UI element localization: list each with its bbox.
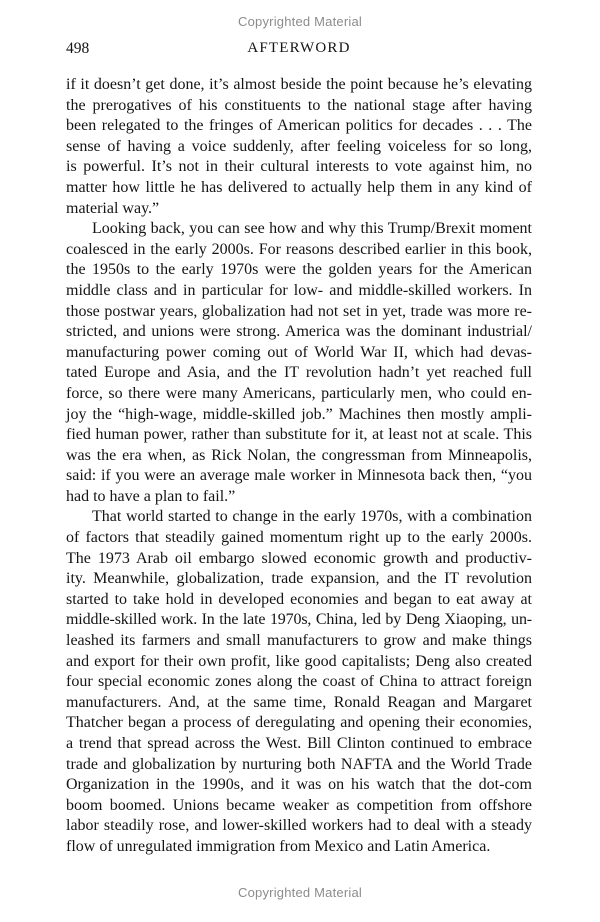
text-line: manufacturing power coming out of World War II, which had devas-	[66, 343, 532, 361]
text-line: is powerful. It’s not in their cultural interests to vote against him, no	[66, 158, 532, 176]
text-line: four special economic zones along the coast of China to attract foreign	[66, 673, 532, 691]
text-line: sense of having a voice suddenly, after feeling voiceless for so long,	[66, 137, 532, 155]
text-line: The 1973 Arab oil embargo slowed economic growth and productiv-	[66, 549, 532, 567]
text-line: middle-skilled work. In the late 1970s, China, led by Deng Xiaoping, un-	[66, 611, 532, 629]
running-title: AFTERWORD	[247, 40, 351, 56]
text-line: middle class and in particular for low- and middle-skilled workers. In	[66, 281, 532, 299]
text-line: said: if you were an average male worker in Minnesota back then, “you	[66, 467, 532, 485]
text-line: been relegated to the fringes of American politics for decades . . . The	[66, 117, 532, 135]
text-line: manufacturers. And, at the same time, Ronald Reagan and Margaret	[66, 693, 532, 711]
text-line: ity. Meanwhile, globalization, trade expansion, and the IT revolution	[66, 570, 532, 588]
text-line: was the era when, as Rick Nolan, the congressman from Minneapolis,	[66, 446, 532, 464]
text-line: matter how little he has delivered to actually help them in any kind of	[66, 178, 532, 196]
page-number: 498	[66, 40, 90, 57]
text-line: material way.”	[66, 199, 160, 217]
paragraph-2	[66, 219, 532, 507]
text-line: those postwar years, globalization had not set in yet, trade was more re-	[66, 302, 532, 320]
text-line: joy the “high-wage, middle-skilled job.” Machines then mostly ampli-	[66, 405, 532, 423]
text-line: if it doesn’t get done, it’s almost beside the point because he’s elevating	[66, 76, 532, 93]
text-line: tated Europe and Asia, and the IT revolution hadn’t yet reached full	[66, 364, 532, 382]
page-body	[66, 75, 532, 858]
text-line: labor steadily rose, and lower-skilled workers had to deal with a steady	[66, 817, 532, 835]
text-line: fied human power, rather than substitute for it, at least not at scale. This	[66, 426, 532, 444]
copyright-watermark-bottom: Copyrighted Material	[238, 885, 362, 900]
text-line: stricted, and unions were strong. America was the dominant industrial/	[66, 323, 532, 341]
text-line: Thatcher began a process of deregulating and opening their economies,	[66, 714, 532, 732]
text-line: That world started to change in the early 1970s, with a combination	[92, 508, 532, 526]
text-line: leashed its farmers and small manufacturers to grow and make things	[66, 632, 532, 650]
text-line: a trend that spread across the West. Bill Clinton continued to embrace	[66, 735, 532, 752]
text-line: started to take hold in developed economies and began to eat away at	[66, 590, 532, 608]
text-line: boom boomed. Unions became weaker as competition from offshore	[66, 796, 532, 814]
text-line: had to have a plan to fail.”	[66, 487, 236, 505]
text-line: force, so there were many Americans, particularly men, who could en-	[66, 384, 532, 402]
text-line: the prerogatives of his constituents to the national stage after having	[66, 96, 532, 114]
text-line: Organization in the 1990s, and it was on his watch that the dot-com	[66, 776, 532, 794]
text-line: coalesced in the early 2000s. For reasons described earlier in this book,	[66, 240, 532, 258]
text-line: and export for their own profit, like good capitalists; Deng also created	[66, 652, 532, 670]
copyright-watermark-top: Copyrighted Material	[238, 14, 362, 29]
running-head	[66, 40, 532, 62]
text-line: trade and globalization by nurturing both NAFTA and the World Trade	[66, 755, 532, 773]
text-line: flow of unregulated immigration from Mexico and Latin America.	[66, 837, 491, 855]
paragraph-1	[66, 75, 532, 219]
text-line: the 1950s to the early 1970s were the golden years for the American	[66, 261, 532, 279]
paragraph-3	[66, 507, 532, 857]
text-line: Looking back, you can see how and why this Trump/Brexit moment	[92, 220, 532, 238]
text-line: of factors that steadily gained momentum right up to the early 2000s.	[66, 529, 532, 547]
